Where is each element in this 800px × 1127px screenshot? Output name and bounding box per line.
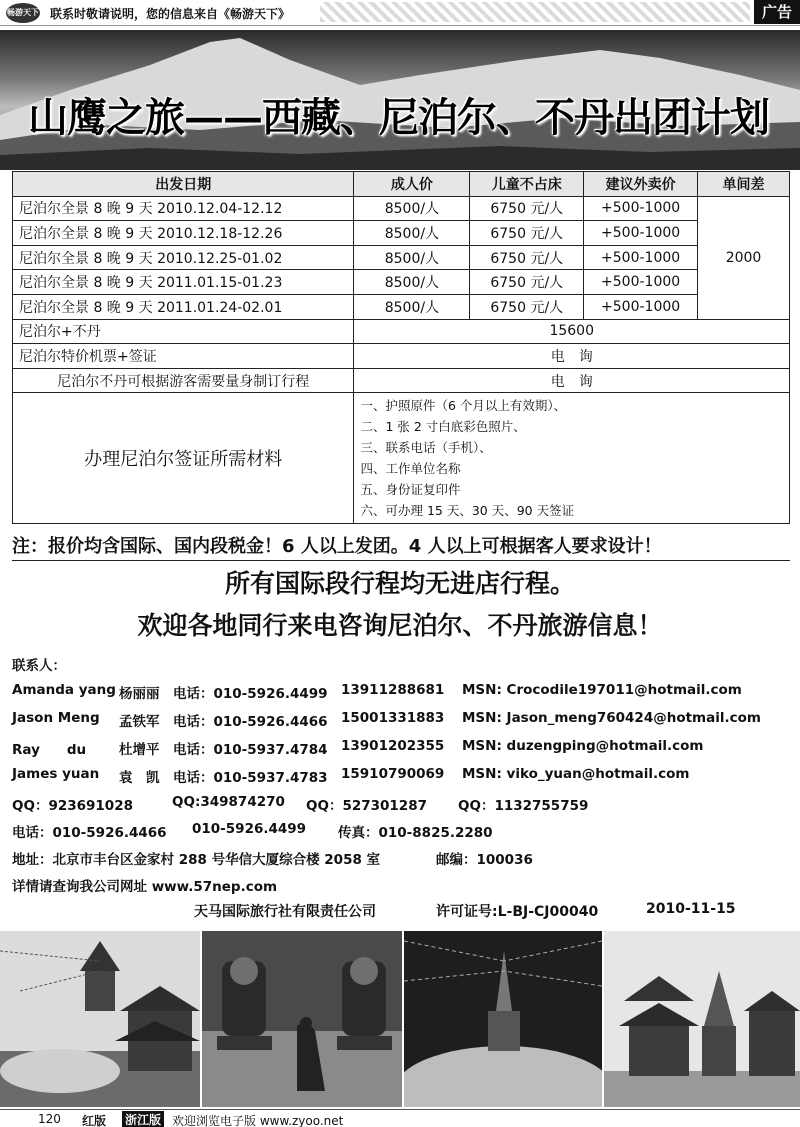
list-item: 三、联系电话（手机）、 xyxy=(360,440,492,456)
package-value-cell: 电 询 xyxy=(354,344,790,369)
mountain-banner xyxy=(0,30,800,170)
contact-name: James yuan xyxy=(12,766,100,782)
table-row xyxy=(13,270,790,295)
top-bar xyxy=(0,0,800,26)
child-price-cell: 6750 元/人 xyxy=(470,196,584,221)
guardian-statues-photo xyxy=(202,931,402,1107)
page-number: 120 xyxy=(38,1112,61,1126)
departure-cell: 尼泊尔全景 8 晚 9 天 2011.01.15-01.23 xyxy=(13,270,354,295)
contact-mobile: 13911288681 xyxy=(341,682,445,698)
contact-cn-name: 袁 凯 xyxy=(119,770,160,786)
stupa-photo xyxy=(0,931,200,1107)
departure-cell: 尼泊尔全景 8 晚 9 天 2010.12.25-01.02 xyxy=(13,245,354,270)
adult-price-cell: 8500/人 xyxy=(354,221,470,246)
departure-cell: 尼泊尔全景 8 晚 9 天 2010.12.18-12.26 xyxy=(13,221,354,246)
table-header-row xyxy=(13,172,790,197)
ad-label: 广告 xyxy=(754,0,800,24)
contact-msn[interactable]: MSN: viko_yuan@hotmail.com xyxy=(462,766,690,782)
adult-price-cell: 8500/人 xyxy=(354,270,470,295)
company-name: 天马国际旅行社有限责任公司 xyxy=(194,904,376,920)
child-price-cell: 6750 元/人 xyxy=(470,221,584,246)
table-row xyxy=(13,221,790,246)
header-retail-price: 建议外卖价 xyxy=(584,172,698,197)
table-row xyxy=(13,245,790,270)
contact-msn[interactable]: MSN: Crocodile197011@hotmail.com xyxy=(462,682,742,698)
slogan-no-shopping: 所有国际段行程均无进店行程。 xyxy=(224,569,575,598)
guardian-statue-icon xyxy=(202,931,402,1107)
contact-msn[interactable]: MSN: Jason_meng760424@hotmail.com xyxy=(462,710,761,726)
header-adult-price: 成人价 xyxy=(354,172,470,197)
contact-name: Amanda yang xyxy=(12,682,116,698)
visa-label-cell: 办理尼泊尔签证所需材料 xyxy=(13,393,354,524)
photo-strip xyxy=(0,931,800,1107)
visa-materials-cell xyxy=(354,393,790,524)
temple-icon xyxy=(604,931,800,1107)
stupa-pagoda-icon xyxy=(0,931,200,1107)
issue-date: 2010-11-15 xyxy=(646,901,736,917)
qq-number: QQ:349874270 xyxy=(172,794,285,810)
table-row xyxy=(13,393,790,524)
page-footer xyxy=(0,1109,800,1127)
contact-tel: 电话：010-5926.4499 xyxy=(173,686,328,702)
price-note: 注：报价均含国际、国内段税金！6 人以上发团。4 人以上可根据客人要求设计！ xyxy=(12,532,790,561)
retail-price-cell: +500-1000 xyxy=(584,196,698,221)
table-row xyxy=(13,196,790,221)
retail-price-cell: +500-1000 xyxy=(584,270,698,295)
footer-website[interactable]: 欢迎浏览电子版 www.zyoo.net xyxy=(172,1114,344,1127)
retail-price-cell: +500-1000 xyxy=(584,221,698,246)
office-phone: 电话：010-5926.4466 xyxy=(12,825,167,841)
list-item: 一、护照原件（6 个月以上有效期）、 xyxy=(360,398,567,414)
package-value-cell: 电 询 xyxy=(354,368,790,393)
tour-price-table xyxy=(12,171,790,524)
contact-name: Ray du xyxy=(12,742,87,758)
office-phone-2: 010-5926.4499 xyxy=(192,821,307,837)
contact-tel: 电话：010-5937.4783 xyxy=(173,770,328,786)
package-label-cell: 尼泊尔特价机票+签证 xyxy=(13,344,354,369)
child-price-cell: 6750 元/人 xyxy=(470,294,584,319)
package-value-cell: 15600 xyxy=(354,319,790,344)
address: 地址：北京市丰台区金家村 288 号华信大厦综合楼 2058 室 xyxy=(12,852,381,868)
header-single-supplement: 单间差 xyxy=(698,172,790,197)
departure-cell: 尼泊尔全景 8 晚 9 天 2010.12.04-12.12 xyxy=(13,196,354,221)
list-item: 二、1 张 2 寸白底彩色照片、 xyxy=(360,419,526,435)
prayer-flags-icon xyxy=(404,931,602,1107)
decorative-checker-pattern xyxy=(320,2,750,22)
contact-cn-name: 杨丽丽 xyxy=(119,686,160,702)
postcode: 邮编：100036 xyxy=(436,852,533,868)
departure-cell: 尼泊尔全景 8 晚 9 天 2011.01.24-02.01 xyxy=(13,294,354,319)
visa-materials-list xyxy=(360,395,783,521)
contact-mobile: 15910790069 xyxy=(341,766,445,782)
contact-cn-name: 杜增平 xyxy=(119,742,160,758)
contact-mobile: 13901202355 xyxy=(341,738,445,754)
qq-number: QQ：527301287 xyxy=(306,798,427,814)
adult-price-cell: 8500/人 xyxy=(354,196,470,221)
qq-number: QQ：1132755759 xyxy=(458,798,589,814)
contact-name: Jason Meng xyxy=(12,710,100,726)
company-row xyxy=(0,901,800,919)
contact-tel: 电话：010-5926.4466 xyxy=(173,714,328,730)
table-row xyxy=(13,319,790,344)
contact-msn[interactable]: MSN: duzengping@hotmail.com xyxy=(462,738,704,754)
list-item: 四、工作单位名称 xyxy=(360,461,461,477)
company-website[interactable]: 详情请查询我公司网址 www.57nep.com xyxy=(12,879,278,895)
boudhanath-photo xyxy=(404,931,602,1107)
header-child-price: 儿童不占床 xyxy=(470,172,584,197)
retail-price-cell: +500-1000 xyxy=(584,294,698,319)
child-price-cell: 6750 元/人 xyxy=(470,245,584,270)
edition-label: 红版 xyxy=(82,1114,107,1127)
slogan-welcome: 欢迎各地同行来电咨询尼泊尔、不丹旅游信息！ xyxy=(137,611,663,640)
contact-tel: 电话：010-5937.4784 xyxy=(173,742,328,758)
banner-title: 山鹰之旅——西藏、尼泊尔、不丹出团计划 xyxy=(28,94,769,141)
magazine-logo: 畅游天下 xyxy=(6,3,40,23)
source-notice: 联系时敬请说明，您的信息来自《畅游天下》 xyxy=(50,7,291,21)
contact-mobile: 15001331883 xyxy=(341,710,445,726)
retail-price-cell: +500-1000 xyxy=(584,245,698,270)
child-price-cell: 6750 元/人 xyxy=(470,270,584,295)
table-row xyxy=(13,294,790,319)
region-badge: 浙江版 xyxy=(122,1111,164,1127)
table-row xyxy=(13,344,790,369)
license-number: 许可证号:L-BJ-CJ00040 xyxy=(436,904,599,920)
table-row xyxy=(13,368,790,393)
package-label-cell: 尼泊尔+不丹 xyxy=(13,319,354,344)
list-item: 六、可办理 15 天、30 天、90 天签证 xyxy=(360,503,575,519)
qq-number: QQ：923691028 xyxy=(12,798,133,814)
list-item: 五、身份证复印件 xyxy=(360,482,461,498)
adult-price-cell: 8500/人 xyxy=(354,294,470,319)
adult-price-cell: 8500/人 xyxy=(354,245,470,270)
package-label-cell: 尼泊尔不丹可根据游客需要量身制订行程 xyxy=(13,368,354,393)
fax-number: 传真：010-8825.2280 xyxy=(338,825,493,841)
header-departure: 出发日期 xyxy=(13,172,354,197)
single-supplement-cell: 2000 xyxy=(698,196,790,319)
durbar-square-photo xyxy=(604,931,800,1107)
contact-cn-name: 孟铁军 xyxy=(119,714,160,730)
